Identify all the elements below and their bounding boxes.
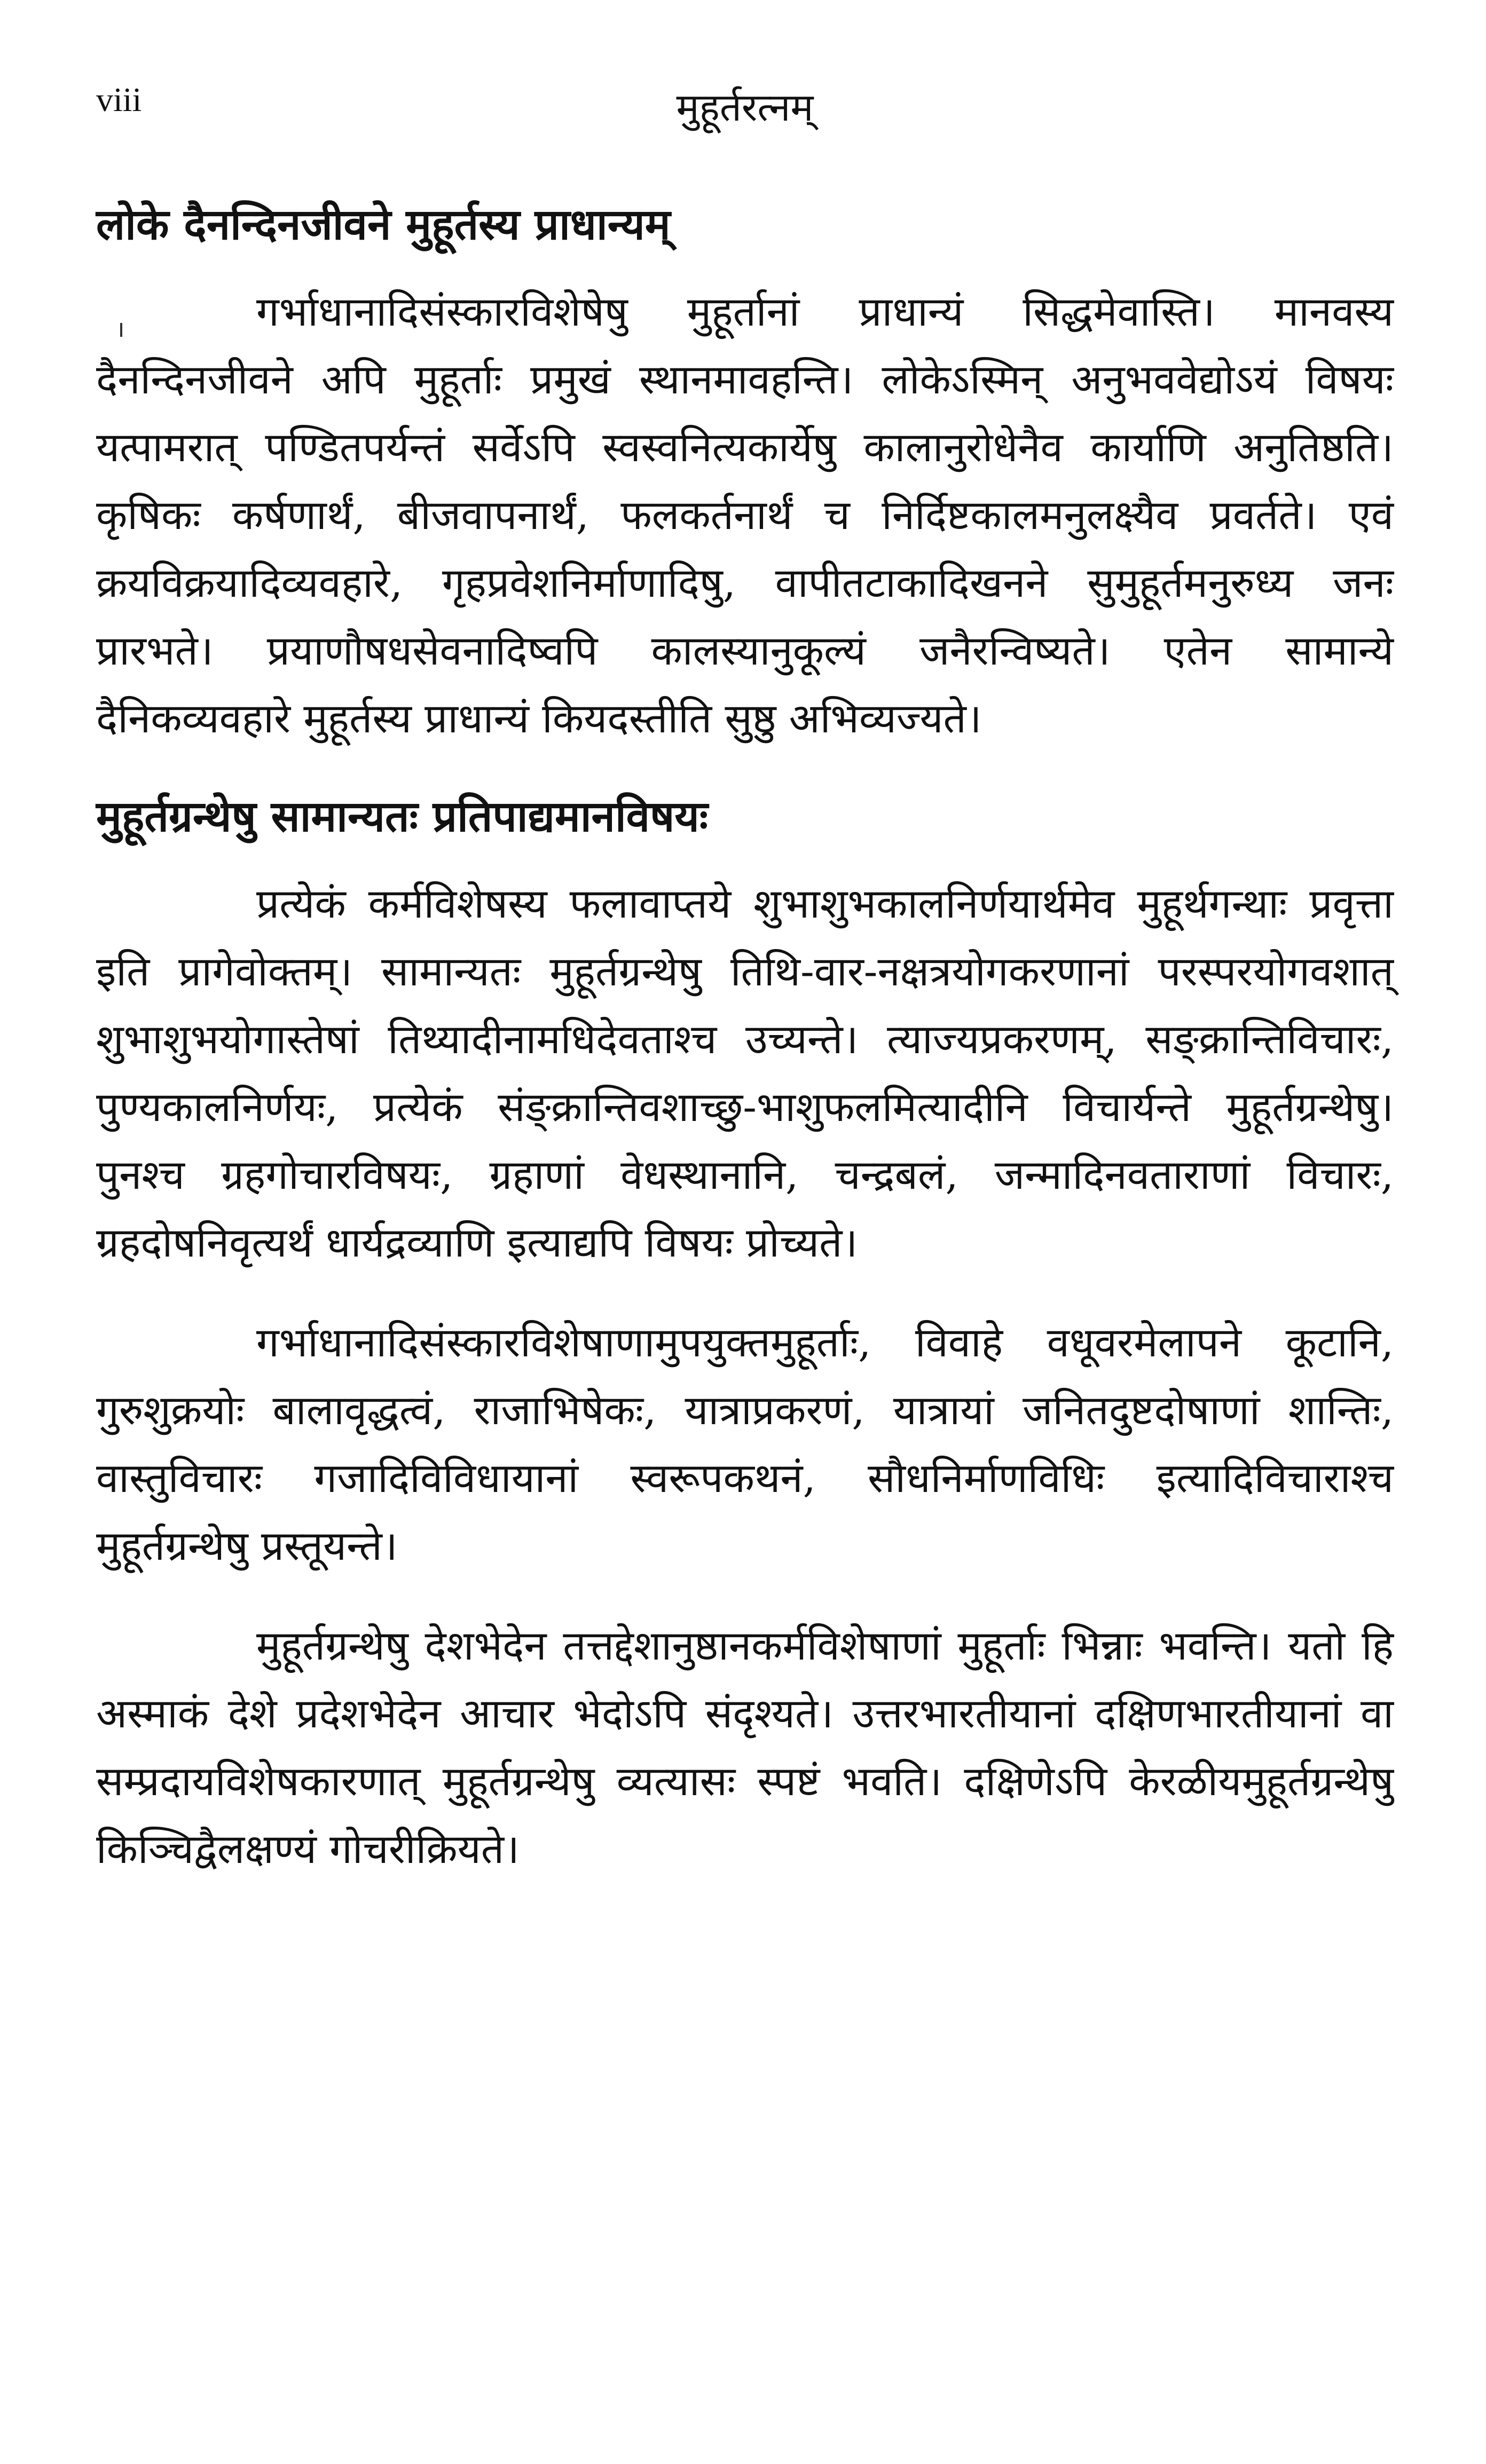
- paragraph: गर्भाधानादिसंस्कारविशेषेषु मुहूर्तानां प्राधान्यं सिद्धमेवास्ति। मानवस्य दैनन्दिनजीवने अपि मुहूर्ताः प्रमुखं स्थानमावहन्ति। लोकेऽस्मिन् अनुभववेद्योऽयं विषयः यत्पामरात् पण्डितपर्यन्तं सर्वेऽपि स्वस्वनित्यकार्येषु कालानुरोधेनैव कार्याणि अनुतिष्ठति। कृषिकः कर्षणार्थं, बीजवापनार्थं, फलकर्तनार्थं च निर्दिष्टकालमनुलक्ष्यैव प्रवर्तते। एवं क्रयविक्रयादिव्यवहारे, गृहप्रवेशनिर्माणादिषु, वापीतटाकादिखनने सुमुहूर्तमनुरुध्य जनः प्रारभते। प्रयाणौषधसेवनादिष्वपि कालस्यानुकूल्यं जनैरन्विष्यते। एतेन सामान्ये दैनिकव्यवहारे मुहूर्तस्य प्राधान्यं कियदस्तीति सुष्ठु अभिव्यज्यते।: [96, 288, 1394, 742]
- paragraph: मुहूर्तग्रन्थेषु देशभेदेन तत्तद्देशानुष्ठानकर्मविशेषाणां मुहूर्ताः भिन्नाः भवन्ति। यतो हि अस्माकं देशे प्रदेशभेदेन आचार भेदोऽपि संदृश्यते। उत्तरभारतीयानां दक्षिणभारतीयानां वा सम्प्रदायविशेषकारणात् मुहूर्तग्रन्थेषु व्यत्यासः स्पष्टं भवति। दक्षिणेऽपि केरळीयमुहूर्तग्रन्थेषु किञ्चिद्वैलक्षण्यं गोचरीक्रियते।: [96, 1622, 1394, 1873]
- page-number: viii: [96, 81, 142, 119]
- running-title: मुहूर्तरत्नम्: [676, 85, 814, 130]
- section-heading: मुहूर्तग्रन्थेषु सामान्यतः प्रतिपाद्यमानविषयः: [96, 791, 708, 841]
- section-heading: लोके दैनन्दिनजीवने मुहूर्तस्य प्राधान्यम्: [96, 199, 671, 249]
- running-header: [96, 80, 1394, 139]
- page-body: [96, 192, 1394, 1904]
- paragraph: गर्भाधानादिसंस्कारविशेषाणामुपयुक्तमुहूर्ताः, विवाहे वधूवरमेलापने कूटानि, गुरुशुक्रयोः बालावृद्धत्वं, राजाभिषेकः, यात्राप्रकरणं, यात्रायां जनितदुष्टदोषाणां शान्तिः, वास्तुविचारः गजादिविविधायानां स्वरूपकथनं, सौधनिर्माणविधिः इत्यादिविचाराश्च मुहूर्तग्रन्थेषु प्रस्तूयन्ते।: [96, 1318, 1394, 1569]
- paragraph: प्रत्येकं कर्मविशेषस्य फलावाप्तये शुभाशुभकालनिर्णयार्थमेव मुहूर्थगन्थाः प्रवृत्ता इति प्रागेवोक्तम्। सामान्यतः मुहूर्तग्रन्थेषु तिथि-वार-नक्षत्रयोगकरणानां परस्परयोगवशात् शुभाशुभयोगास्तेषां तिथ्यादीनामधिदेवताश्च उच्यन्ते। त्याज्यप्रकरणम्, सङ्क्रान्तिविचारः, पुण्यकालनिर्णयः, प्रत्येकं संङ्क्रान्तिवशाच्छु-भाशुफलमित्यादीनि विचार्यन्ते मुहूर्तग्रन्थेषु। पुनश्च ग्रहगोचारविषयः, ग्रहाणां वेधस्थानानि, चन्द्रबलं, जन्मादिनवताराणां विचारः, ग्रहदोषनिवृत्यर्थं धार्यद्रव्याणि इत्याद्यपि विषयः प्रोच्यते।: [96, 880, 1394, 1266]
